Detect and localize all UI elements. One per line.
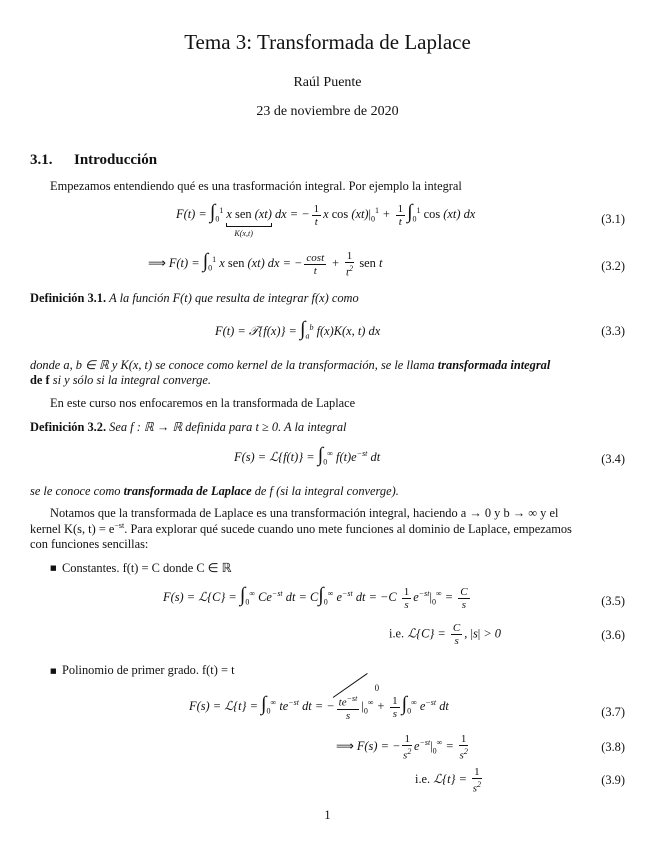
notamos-line-1: Notamos que la transformada de Laplace es una transformación integral, haciendo a → 0 y b → ∞ y el	[50, 506, 559, 520]
definition-continuation: donde a, b ∈ ℝ y K(x, t) se conoce como kernel de la transformación, se le llama	[30, 358, 435, 372]
definition-text: Sea f : ℝ → ℝ definida para t ≥ 0. A la integral	[109, 420, 347, 434]
equation-3-9: i.e. ℒ{t} = $\frac{1}{s^2}$	[415, 766, 481, 795]
equation-number: (3.2)	[601, 259, 625, 273]
definition-continuation: se le conoce como	[30, 484, 121, 498]
page-number: 1	[324, 808, 331, 822]
equation-number: (3.9)	[601, 773, 625, 787]
date: 23 de noviembre de 2020	[256, 104, 399, 119]
notamos-continuation: . Para explorar qué sucede cuando uno mete funciones al dominio de Laplace, empezamos	[124, 522, 572, 537]
bullet-constantes: Constantes. f(t) = C donde C ∈ ℝ	[62, 561, 232, 575]
equation-number: (3.5)	[601, 594, 625, 608]
definition-tail: de f (si la integral converge).	[254, 484, 399, 498]
section-title: Introducción	[74, 152, 158, 168]
definition-3-1-continued	[30, 357, 550, 373]
equation-number: (3.1)	[601, 212, 625, 226]
equation-3-1: $F(t) = \int_0^1$ x sen (xt) K(x,t) dx = − $\frac{1}{t}$ x $\cos (xt)|_0^1$ + $\frac{1}{t}$ $\int_0^1$ cos (xt) dx	[176, 201, 476, 238]
term-transformada-laplace: transformada de Laplace	[123, 484, 252, 498]
intro-paragraph: Empezamos entendiendo qué es una trasformación integral. Por ejemplo la integral	[50, 179, 462, 193]
definition-3-2	[30, 419, 346, 435]
underbrace-label: K(x,t)	[234, 229, 253, 238]
notamos-line-2: kernel K(s, $t) = e^{-st}$. Para explorar qué sucede cuando uno mete funciones al dominio de Laplace, empezamos	[30, 521, 572, 537]
definition-3-2-continued	[30, 484, 399, 499]
definition-3-1	[30, 291, 359, 306]
definition-tail: si y sólo si la integral converge.	[52, 373, 211, 387]
equation-number: (3.4)	[601, 452, 625, 466]
document-title: Tema 3: Transformada de Laplace	[184, 30, 471, 54]
equation-3-4: F(s) = ℒ{f(t)} = $\int_0^\infty$ $f(t)e^{-st}$ dt	[234, 444, 381, 467]
definition-label: Definición 3.2.	[30, 420, 107, 434]
equation-3-5: F(s) = ℒ{C} = $\int_0^\infty$ $Ce^{-st}$ dt = $C\int_0^\infty$ $e^{-st}$ dt = −C $\frac{1}{s}$ $e^{-st}|_0^\infty$ = $\frac{C}{s}$	[163, 584, 468, 611]
kernel-text: kernel K(s, t) = e	[30, 522, 115, 537]
equation-number: (3.7)	[601, 705, 625, 719]
author: Raúl Puente	[293, 75, 362, 90]
section-heading	[30, 152, 157, 169]
equation-number: (3.6)	[601, 628, 625, 642]
definition-label: Definición 3.1.	[30, 291, 107, 305]
course-focus-paragraph: En este curso nos enfocaremos en la transformada de Laplace	[50, 396, 356, 410]
equation-3-8: ⟹ F(s) = − $\frac{1}{s^2}$ $e^{-st}|_0^\infty$ = $\frac{1}{s^2}$	[336, 733, 468, 762]
bullet-icon: ■	[50, 564, 57, 572]
equation-3-7: F(s) = ℒ{t} = $\int_0^\infty$ $te^{-st}$ dt = − $\frac{te^{-st}}{s}$ 0 $|_0^\infty$ + $\frac{1}{s}$ $\int_0^\infty$ $e^{-st}$ dt	[189, 693, 449, 722]
equation-number: (3.3)	[601, 324, 625, 338]
equation-3-6: i.e. ℒ{C} = $\frac{C}{s}$ , |s| > 0	[389, 622, 502, 647]
definition-text: A la función F(t) que resulta de integrar f(x) como	[109, 291, 359, 305]
equation-3-3: F(t) = 𝒯{f(x)} = $\int_a^b$ f(x)K(x, t) dx	[215, 318, 381, 341]
definition-symbol: f	[45, 373, 50, 387]
section-number: 3.1.	[30, 152, 53, 168]
equation-3-2: ⟹ $F(t) = \int_0^1$ x sen (xt) dx = − $\frac{\cos t}{t}$ + $\frac{1}{t^2}$ sen t	[148, 250, 383, 279]
bullet-icon: ■	[50, 667, 57, 675]
equation-number: (3.8)	[601, 740, 625, 754]
definition-3-1-end	[30, 373, 211, 388]
notamos-line-3: con funciones sencillas:	[30, 537, 149, 551]
definition-word: de	[30, 373, 43, 387]
bullet-polinomio: Polinomio de primer grado. f(t) = t	[62, 663, 235, 677]
term-transformada-integral: transformada integral	[437, 358, 551, 372]
